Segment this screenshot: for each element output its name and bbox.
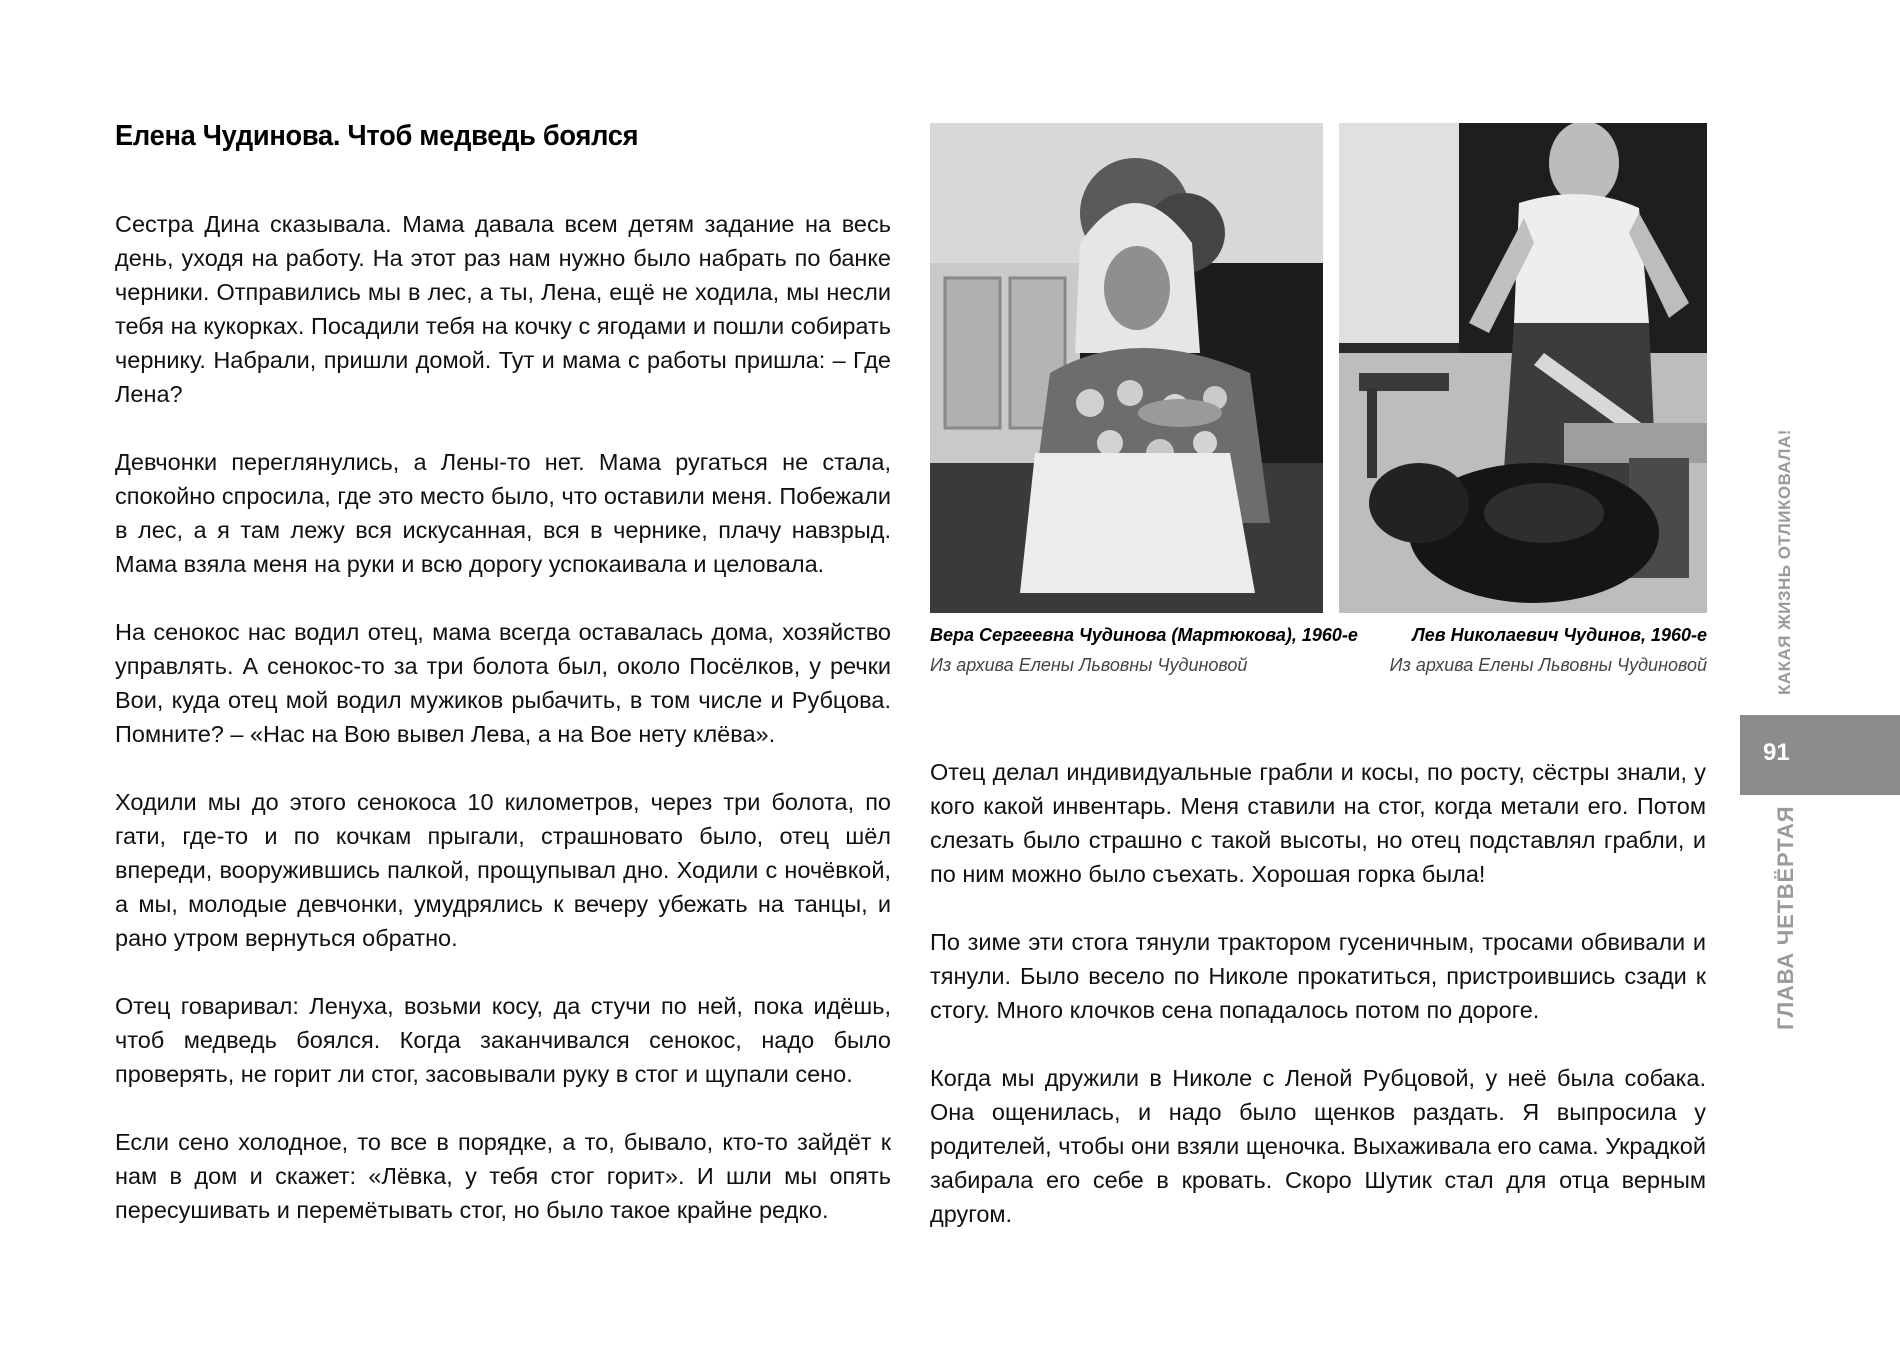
page-number: 91 bbox=[1763, 739, 1790, 766]
paragraph: По зиме эти стога тянули трактором гусеничным, тросами обвивали и тянули. Было весело по Николе прокатиться, пристроившись сзади к стогу. Много клочков сена попадалось потом по дороге. bbox=[930, 929, 1706, 1023]
caption-source: Из архива Елены Львовны Чудиновой bbox=[930, 655, 1248, 675]
paragraph: Если сено холодное, то все в порядке, а то, бывало, кто-то зайдёт к нам в дом и скажет: «Лёвка, у тебя стог горит». И шли мы опять пересушивать и перемётывать стог, но было такое крайне редко. bbox=[115, 1129, 891, 1223]
paragraph: Отец делал индивидуальные грабли и косы, по росту, сёстры знали, у кого какой инвентарь. Меня ставили на стог, когда метали его. Потом слезать было страшно с такой высоты, но отец подставлял грабли, и по ним можно было съехать. Хорошая горка была! bbox=[930, 759, 1706, 887]
paragraph: Ходили мы до этого сенокоса 10 километров, через три болота, по гати, где-то и по кочкам прыгали, страшновато было, отец шёл впереди, вооружившись палкой, прощупывал дно. Ходили с ночёвкой, а мы, молодые девчонки, умудрялись к вечеру убежать на танцы, и рано утром вернуться обратно. bbox=[115, 789, 891, 951]
photo-man-sawing bbox=[1339, 123, 1707, 613]
right-text-column bbox=[930, 755, 1706, 1265]
photo-woman-portrait bbox=[930, 123, 1323, 613]
caption-name: Лев Николаевич Чудинов, 1960-е bbox=[1412, 625, 1707, 645]
page-number-box bbox=[1740, 715, 1900, 795]
paragraph: Когда мы дружили в Николе с Леной Рубцовой, у неё была собака. Она ощенилась, и надо было щенков раздать. Я выпросила у родителей, чтобы они взяли щеночка. Выхаживала его сама. Украдкой забирала его себе в кровать. Скоро Шутик стал для отца верным другом. bbox=[930, 1065, 1706, 1227]
article-title: Елена Чудинова. Чтоб медведь боялся bbox=[115, 120, 639, 152]
caption-name: Вера Сергеевна Чудинова (Мартюкова), 1960-е bbox=[930, 625, 1358, 645]
paragraph: Сестра Дина сказывала. Мама давала всем детям задание на весь день, уходя на работу. На этот раз нам нужно было набрать по банке черники. Отправились мы в лес, а ты, Лена, ещё не ходила, мы несли тебя на кукорках. Посадили тебя на кочку с ягодами и пошли собирать чернику. Набрали, пришли домой. Тут и мама с работы пришла: – Где Лена? bbox=[115, 211, 891, 407]
paragraph: Девчонки переглянулись, а Лены-то нет. Мама ругаться не стала, спокойно спросила, где это место было, что оставили меня. Побежали в лес, а я там лежу вся искусанная, вся в чернике, плачу навзрыд. Мама взяла меня на руки и всю дорогу успокаивала и целовала. bbox=[115, 449, 891, 577]
paragraph: На сенокос нас водил отец, мама всегда оставалась дома, хозяйство управлять. А сенокос-то за три болота был, около Посёлков, у речки Вои, куда отец мой водил мужиков рыбачить, в том числе и Рубцова. Помните? – «Нас на Вою вывел Лева, а на Вое нету клёва». bbox=[115, 619, 891, 747]
running-chapter-title: ГЛАВА ЧЕТВЁРТАЯ bbox=[1773, 805, 1798, 1030]
paragraph: Отец говаривал: Ленуха, возьми косу, да стучи по ней, пока идёшь, чтоб медведь боялся. Когда заканчивался сенокос, надо было проверять, не горит ли стог, засовывали руку в стог и щупали сено. bbox=[115, 993, 891, 1087]
caption-source: Из архива Елены Львовны Чудиновой bbox=[1389, 655, 1707, 675]
left-text-column bbox=[115, 207, 891, 1261]
photo-caption-left bbox=[930, 620, 1358, 680]
photo-caption-right bbox=[1339, 620, 1707, 680]
running-book-title: КАКАЯ ЖИЗНЬ ОТЛИКОВАЛА! bbox=[1775, 429, 1794, 695]
